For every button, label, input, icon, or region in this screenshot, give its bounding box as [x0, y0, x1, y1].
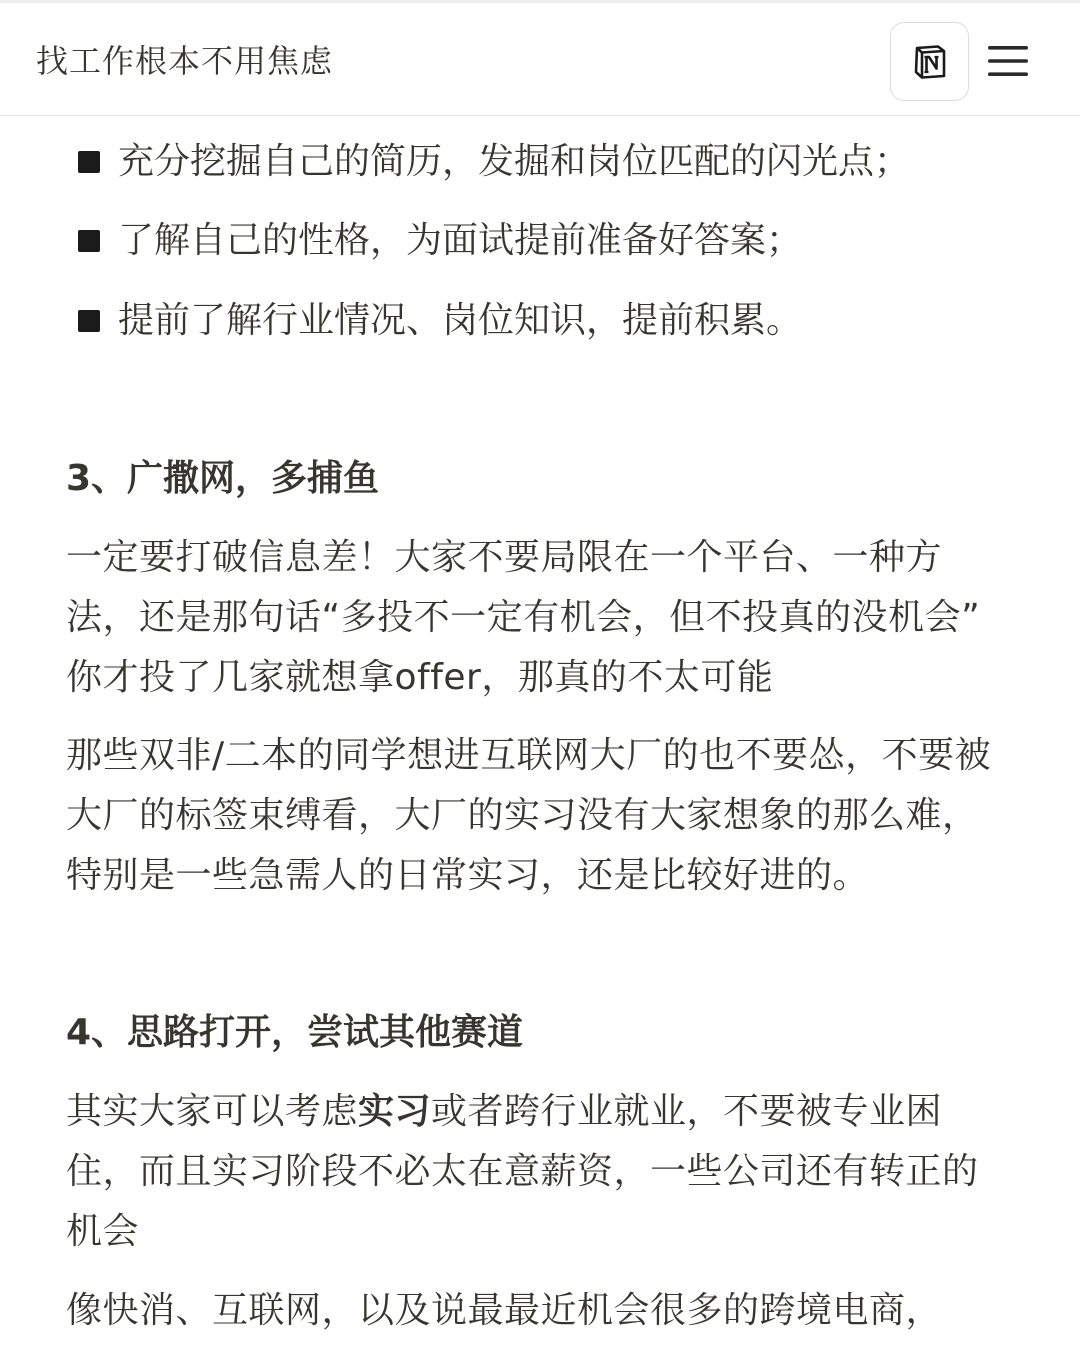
- paragraph: [66, 1082, 996, 1262]
- paragraph: 像快消、互联网，以及说最最近机会很多的跨境电商，: [66, 1290, 943, 1331]
- page-content: [0, 116, 1080, 1351]
- hamburger-menu-icon: [987, 43, 1029, 79]
- page-title: 找工作根本不用焦虑: [36, 42, 334, 80]
- bullet-item: [78, 297, 1038, 345]
- paragraph-text: 其实大家可以考虑: [66, 1091, 359, 1132]
- section-heading: 3、广撒网，多捕鱼: [66, 458, 380, 499]
- square-bullet-icon: [78, 230, 100, 252]
- notion-open-button[interactable]: [890, 22, 969, 101]
- paragraph: 一定要打破信息差！大家不要局限在一个平台、一种方法，还是那句话“多投不一定有机会，但不投真的没机会” 你才投了几家就想拿offer，那真的不太可能: [66, 537, 981, 698]
- notion-logo-icon: [911, 43, 949, 81]
- bullet-item: [78, 138, 1038, 186]
- paragraph: 那些双非/二本的同学想进互联网大厂的也不要怂，不要被大厂的标签束缚看，大厂的实习没有大家想象的那么难，特别是一些急需人的日常实习，还是比较好进的。: [66, 735, 992, 896]
- menu-button[interactable]: [984, 39, 1032, 83]
- top-bar: [0, 0, 1080, 116]
- paragraph-text: 或者跨行业就业，不要被专业困住，而且实习阶段不必太在意薪资，一些公司还有转正的机会: [66, 1091, 979, 1252]
- bold-text: 实习: [358, 1091, 432, 1132]
- square-bullet-icon: [78, 310, 100, 332]
- section-heading: 4、思路打开，尝试其他赛道: [66, 1012, 524, 1053]
- bullet-text: 提前了解行业情况、岗位知识，提前积累。: [118, 300, 803, 341]
- bullet-item: [78, 217, 1038, 265]
- bullet-text: 充分挖掘自己的简历，发掘和岗位匹配的闪光点；: [118, 141, 911, 182]
- square-bullet-icon: [78, 151, 100, 173]
- bullet-text: 了解自己的性格，为面试提前准备好答案；: [118, 220, 803, 261]
